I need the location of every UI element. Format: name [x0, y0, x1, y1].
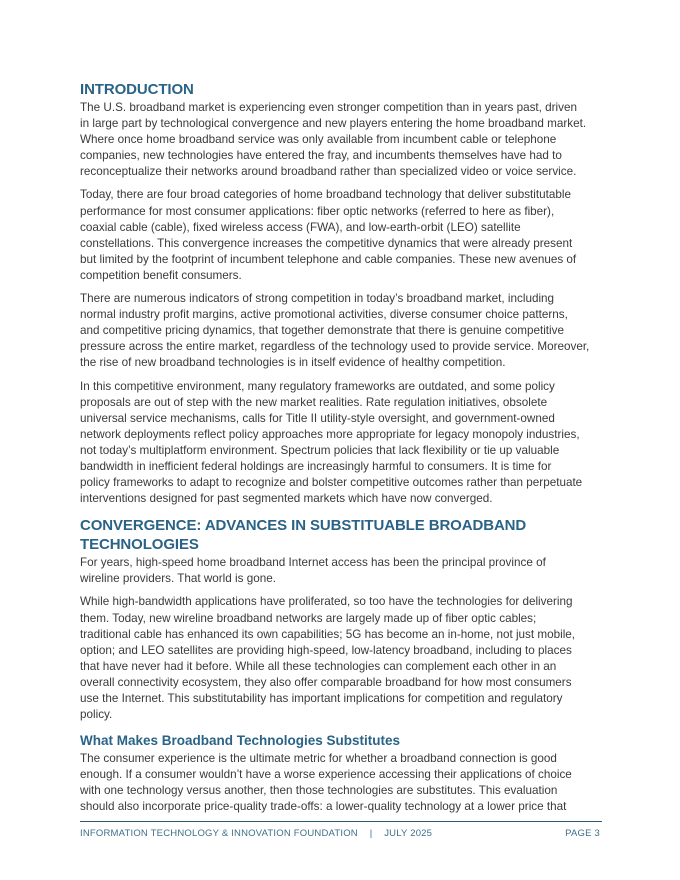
- text-line: and competitive pricing dynamics, that together demonstrate that there is genuine competitive: [80, 324, 564, 338]
- footer-organization: INFORMATION TECHNOLOGY & INNOVATION FOUNDATION: [80, 828, 358, 839]
- section-heading: What Makes Broadband Technologies Substitutes: [80, 733, 401, 749]
- text-line: option; and LEO satellites are providing high-speed, low-latency broadband, including to places: [80, 643, 572, 657]
- paragraph: [80, 555, 602, 587]
- footer-separator: |: [369, 828, 373, 839]
- text-line: that have never had it before. While all these technologies can complement each other in an: [80, 659, 557, 673]
- text-line: in large part by technological convergence and new players entering the home broadband market.: [80, 117, 587, 131]
- footer-divider: [80, 821, 602, 822]
- text-line: pressure across the entire market, regardless of the technology used to provide service. Moreover,: [80, 340, 590, 354]
- text-line: reconceptualize their networks around broadband rather than specialized video or voice service.: [80, 165, 577, 179]
- text-line: universal service mechanisms, calls for Title II utility-style oversight, and government-owned: [80, 411, 555, 425]
- text-line: enough. If a consumer wouldn’t have a worse experience accessing their applications of choice: [80, 768, 572, 782]
- paragraph: [80, 187, 602, 284]
- text-line: constellations. This convergence increases the competitive dynamics that were already present: [80, 236, 573, 250]
- text-line: performance for most consumer applications: fiber optic networks (referred to here as fiber),: [80, 204, 555, 218]
- text-line: policy.: [80, 708, 113, 722]
- text-line: For years, high-speed home broadband Internet access has been the principal province of: [80, 556, 546, 570]
- footer-date: JULY 2025: [384, 828, 433, 839]
- paragraph: [80, 379, 602, 508]
- text-line: but limited by the footprint of incumbent telephone and cable companies. These new avenues of: [80, 252, 577, 266]
- text-line: While high-bandwidth applications have proliferated, so too have the technologies for delivering: [80, 595, 573, 609]
- text-line: policy frameworks to adapt to recognize and bolster competitive outcomes rather than perpetuate: [80, 476, 583, 490]
- paragraph: [80, 291, 602, 371]
- paragraph: [80, 751, 602, 815]
- section: [80, 732, 602, 815]
- paragraph: [80, 594, 602, 723]
- text-line: them. Today, new wireline broadband networks are largely made up of fiber optic cables;: [80, 611, 537, 625]
- text-line: should also incorporate price-quality trade-offs: a lower-quality technology at a lower price that: [80, 800, 567, 814]
- text-line: coaxial cable (cable), fixed wireless access (FWA), and low-earth-orbit (LEO) satellite: [80, 220, 521, 234]
- section: [80, 80, 602, 507]
- text-line: companies, new technologies have entered the fray, and incumbents themselves have had to: [80, 149, 562, 163]
- text-line: Where once home broadband service was only available from incumbent cable or telephone: [80, 133, 557, 147]
- text-line: The U.S. broadband market is experiencing even stronger competition than in years past, driven: [80, 101, 577, 114]
- text-line: The consumer experience is the ultimate metric for whether a broadband connection is good: [80, 752, 557, 766]
- text-line: the rise of new broadband technologies is in itself evidence of healthy competition.: [80, 356, 506, 370]
- text-line: Today, there are four broad categories of home broadband technology that deliver substitutable: [80, 188, 571, 202]
- page-number: PAGE 3: [565, 828, 600, 839]
- text-line: with one technology versus another, then those technologies are substitutes. This evaluation: [80, 784, 558, 798]
- text-line: proposals are out of step with the new market realities. Rate regulation initiatives, obsolete: [80, 395, 548, 409]
- text-line: In this competitive environment, many regulatory frameworks are outdated, and some policy: [80, 379, 555, 393]
- text-line: competition benefit consumers.: [80, 268, 242, 282]
- page-footer: [80, 828, 600, 839]
- text-line: use the Internet. This substitutability has important implications for competition and regulatory: [80, 692, 563, 705]
- paragraph: [80, 100, 602, 180]
- text-line: There are numerous indicators of strong competition in today’s broadband market, including: [80, 292, 555, 306]
- text-line: not today’s multiplatform environment. Spectrum policies that lack flexibility or tie up valuable: [80, 443, 560, 457]
- section-heading: CONVERGENCE: ADVANCES IN SUBSTITUABLE BROADBAND TECHNOLOGIES: [80, 517, 527, 554]
- text-line: wireline providers. That world is gone.: [80, 572, 276, 586]
- text-line: bandwidth in inefficient federal holdings are increasingly harmful to consumers. It is time for: [80, 459, 552, 473]
- text-line: network deployments reflect policy approaches more appropriate for legacy monopoly industries,: [80, 427, 580, 441]
- section-heading: INTRODUCTION: [80, 81, 194, 98]
- section: [80, 516, 602, 723]
- page-content: [80, 80, 602, 823]
- text-line: traditional cable has enhanced its own capabilities; 5G has become an in-home, not just mobile,: [80, 627, 576, 641]
- text-line: interventions designed for past segmented markets which have now converged.: [80, 492, 493, 506]
- text-line: normal industry profit margins, active promotional activities, diverse consumer choice patterns,: [80, 308, 568, 322]
- text-line: overall connectivity ecosystem, they also offer comparable broadband for how most consumers: [80, 675, 572, 689]
